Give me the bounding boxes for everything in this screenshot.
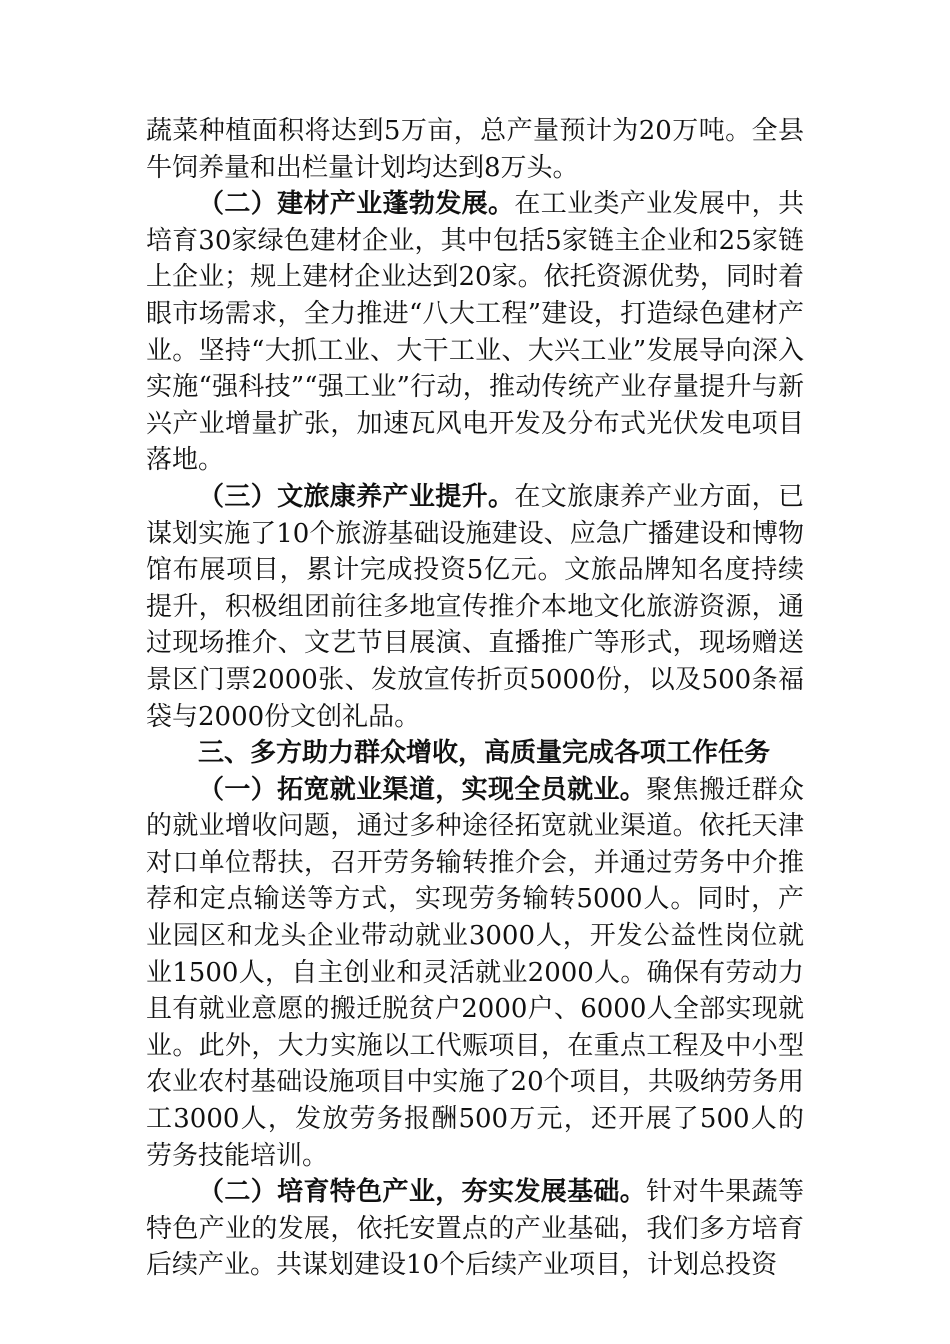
paragraph-body: 针对牛果蔬等特色产业的发展，依托安置点的产业基础，我们多方培育后续产业。共谋划建设10个后续产业项目，计划总投资 — [146, 1177, 804, 1281]
document-page — [146, 113, 804, 1284]
paragraph-lead: （三）文旅康养产业提升。 — [198, 481, 515, 512]
paragraph-body: 在文旅康养产业方面，已谋划实施了10个旅游基础设施建设、应急广播建设和博物馆布展项目，累计完成投资5亿元。文旅品牌知名度持续提升，积极组团前往多地宣传推介本地文化旅游资源，通过现场推介、文艺节目展演、直播推广等形式，现场赠送景区门票2000张、发放宣传折页5000份，以及500条福袋与2000份文创礼品。 — [146, 481, 804, 732]
paragraph-lead: （二）建材产业蓬勃发展。 — [198, 189, 515, 220]
paragraph-body: 聚焦搬迁群众的就业增收问题，通过多种途径拓宽就业渠道。依托天津对口单位帮扶，召开劳务输转推介会，并通过劳务中介推荐和定点输送等方式，实现劳务输转5000人。同时，产业园区和龙头企业带动就业3000人，开发公益性岗位就业1500人，自主创业和灵活就业2000人。确保有劳动力且有就业意愿的搬迁脱贫户2000户、6000人全部实现就业。此外，大力实施以工代赈项目，在重点工程及中小型农业农村基础设施项目中实施了20个项目，共吸纳劳务用工3000人，发放劳务报酬500万元，还开展了500人的劳务技能培训。 — [146, 774, 804, 1171]
paragraph-body: 蔬菜种植面积将达到5万亩，总产量预计为20万吨。全县牛饲养量和出栏量计划均达到8万头。 — [146, 116, 804, 183]
paragraph-tourism — [146, 479, 804, 735]
paragraph-body: 在工业类产业发展中，共培育30家绿色建材企业，其中包括5家链主企业和25家链上企业；规上建材企业达到20家。依托资源优势，同时着眼市场需求，全力推进“八大工程”建设，打造绿色建材产业。坚持“大抓工业、大干工业、大兴工业”发展导向深入实施“强科技”“强工业”行动，推动传统产业存量提升与新兴产业增量扩张，加速瓦风电开发及分布式光伏发电项目落地。 — [146, 189, 804, 476]
paragraph-employment — [146, 772, 804, 1175]
paragraph-lead: （一）拓宽就业渠道，实现全员就业。 — [198, 774, 647, 805]
section-heading: 三、多方助力群众增收，高质量完成各项工作任务 — [198, 738, 771, 769]
paragraph-industry — [146, 1174, 804, 1284]
paragraph-building-materials — [146, 186, 804, 479]
paragraph-lead: （二）培育特色产业，夯实发展基础。 — [198, 1177, 647, 1208]
paragraph-continued — [146, 113, 804, 186]
